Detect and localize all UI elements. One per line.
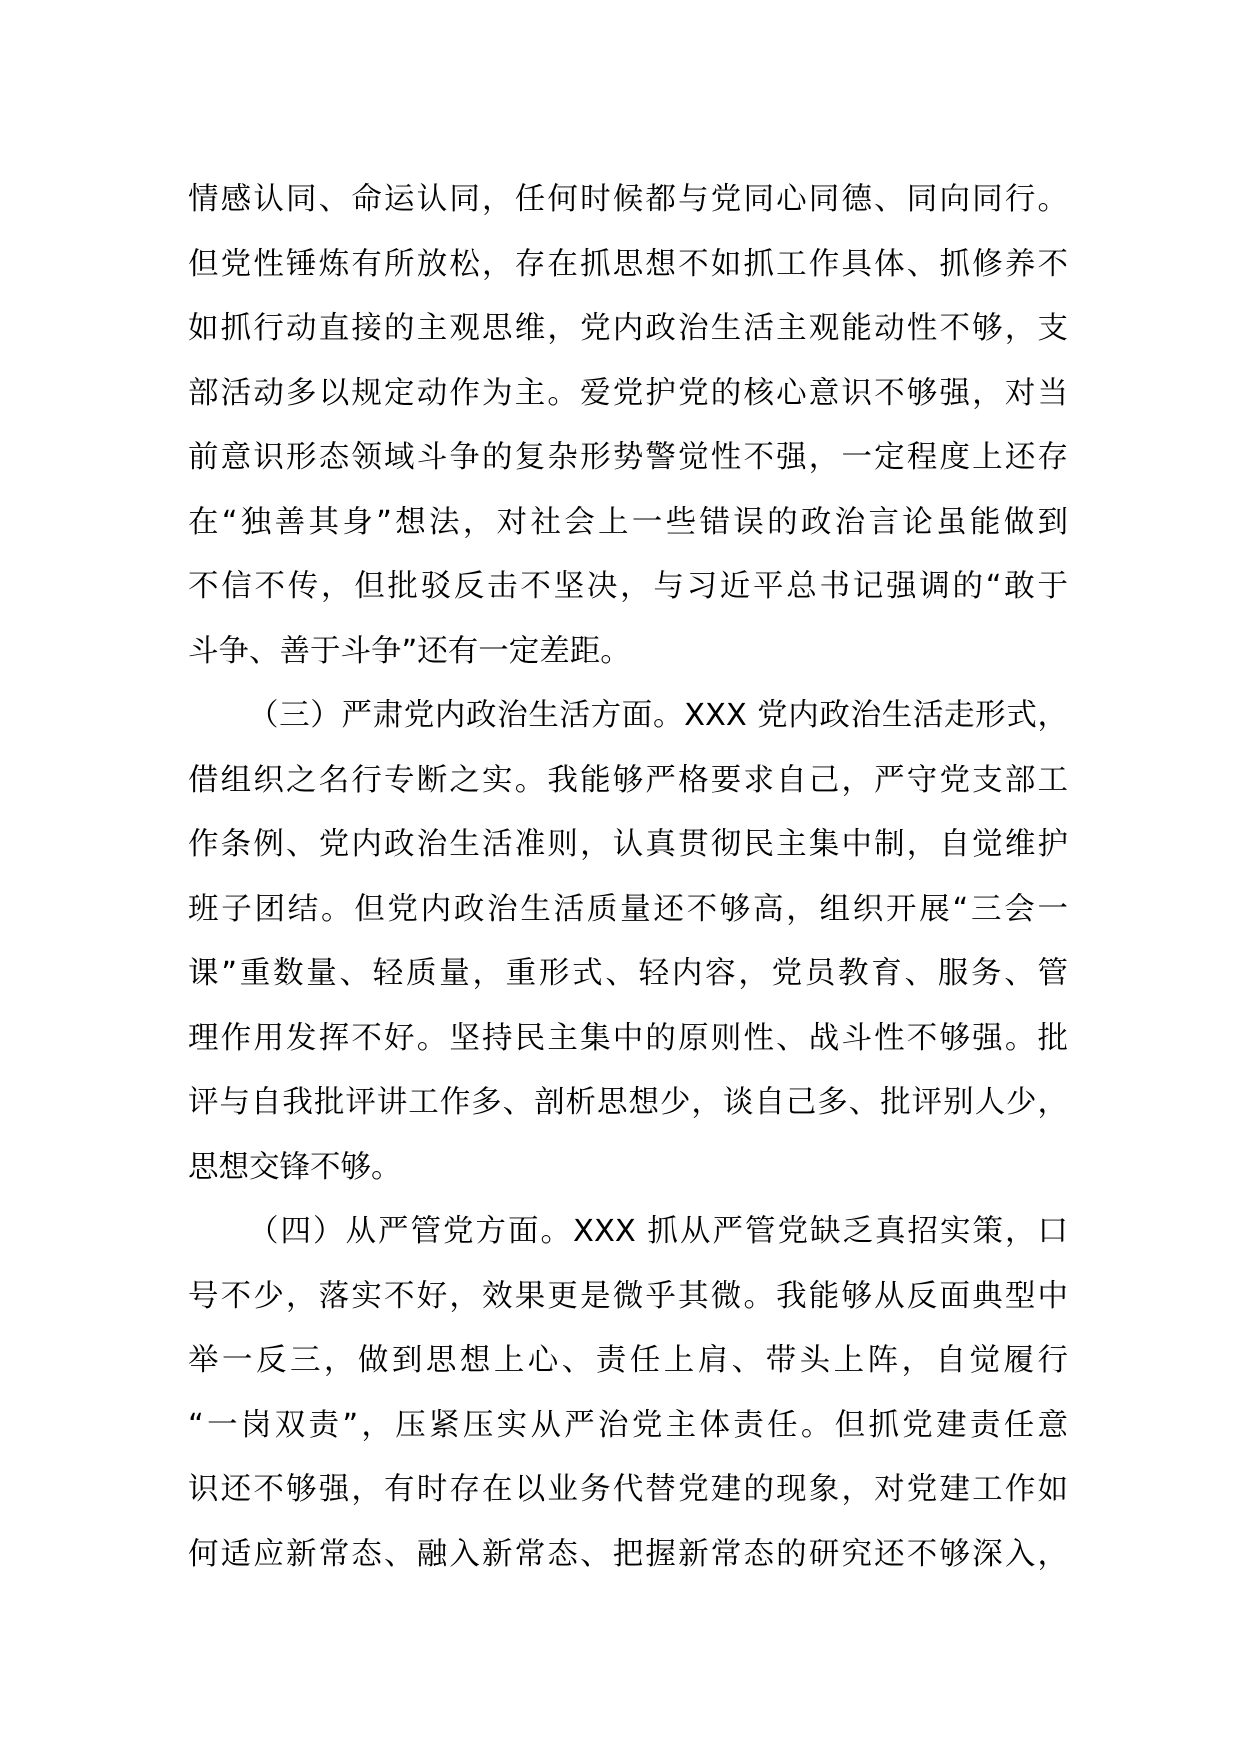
text-line: 前意识形态领域斗争的复杂形势警觉性不强，一定程度上还存 [188,440,1068,475]
section-heading-line: （四）从严管党方面。XXX 抓从严管党缺乏真招实策，口 [248,1214,1068,1249]
text-line: 情感认同、命运认同，任何时候都与党同心同德、同向同行。 [188,182,1068,217]
text-line: 班子团结。但党内政治生活质量还不够高，组织开展“三会一 [188,891,1068,927]
section-heading-line: （三）严肃党内政治生活方面。XXX 党内政治生活走形式， [248,698,1068,733]
text-line: 识还不够强，有时存在以业务代替党建的现象，对党建工作如 [188,1472,1068,1507]
text-line: 部活动多以规定动作为主。爱党护党的核心意识不够强，对当 [188,375,1068,411]
text-line: 斗争、善于斗争”还有一定差距。 [188,633,631,669]
text-line: “一岗双责”，压紧压实从严治党主体责任。但抓党建责任意 [188,1407,1068,1443]
text-line: 课”重数量、轻质量，重形式、轻内容，党员教育、服务、管 [188,956,1068,991]
text-line: 举一反三，做到思想上心、责任上肩、带头上阵，自觉履行 [188,1343,1068,1378]
text-line: 号不少，落实不好，效果更是微乎其微。我能够从反面典型中 [188,1278,1068,1314]
text-line: 理作用发挥不好。坚持民主集中的原则性、战斗性不够强。批 [188,1020,1068,1056]
text-line: 何适应新常态、融入新常态、把握新常态的研究还不够深入， [188,1536,1068,1572]
text-line: 作条例、党内政治生活准则，认真贯彻民主集中制，自觉维护 [188,827,1068,862]
text-line: 如抓行动直接的主观思维，党内政治生活主观能动性不够，支 [188,311,1068,346]
text-line: 但党性锤炼有所放松，存在抓思想不如抓工作具体、抓修养不 [188,246,1068,282]
text-line: 不信不传，但批驳反击不坚决，与习近平总书记强调的“敢于 [188,569,1068,604]
document-body [188,168,1068,1587]
text-line: 评与自我批评讲工作多、剖析思想少，谈自己多、批评别人少， [188,1085,1068,1120]
text-line: 借组织之名行专断之实。我能够严格要求自己，严守党支部工 [188,762,1068,798]
text-line: 在“独善其身”想法，对社会上一些错误的政治言论虽能做到 [188,504,1068,540]
text-line: 思想交锋不够。 [188,1149,402,1185]
